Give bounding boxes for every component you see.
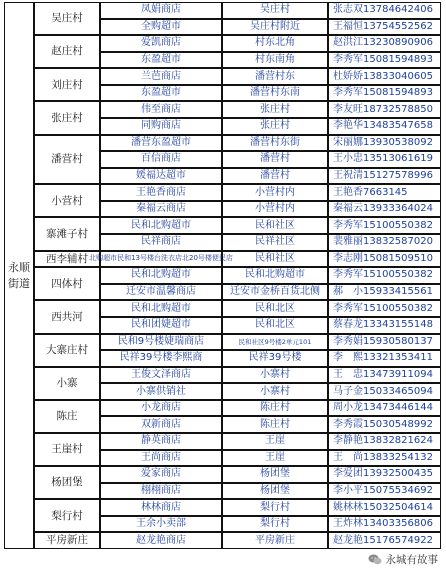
village-name: 寨滩子村	[34, 217, 100, 250]
shop-name: 北购超市民和13号楼台洗衣店北20号楼便民店	[100, 251, 222, 268]
region-cell	[4, 2, 34, 549]
shop-name: 民和北购超市	[100, 217, 222, 234]
shop-contact: 蔡春龙13343155148	[328, 317, 441, 334]
village-name: 吴庄村	[34, 2, 100, 35]
shop-name: 潘营东盈超市	[100, 135, 222, 152]
shop-name: 王俊文泽商店	[100, 367, 222, 384]
shop-name: 秦福云商店	[100, 201, 222, 218]
village-name: 小营村	[34, 184, 100, 217]
shop-contact: 马子金15033465094	[328, 383, 441, 400]
shop-name: 民和北购超市	[100, 267, 222, 284]
shop-contact: 李秀霞15030548992	[328, 416, 441, 433]
shop-location: 民和北区	[222, 300, 328, 317]
shop-contact: 王炸林13403356806	[328, 516, 441, 533]
shop-contact-table	[4, 2, 441, 549]
village-name: 西共河	[34, 300, 100, 333]
shop-location: 梨行村	[222, 499, 328, 516]
shop-name: 全购超市	[100, 19, 222, 36]
shop-name: 王余小卖部	[100, 516, 222, 533]
shop-name: 静英商店	[100, 433, 222, 450]
village-name: 小寨	[34, 367, 100, 400]
shop-contact: 郝 小15933415561	[328, 284, 441, 301]
shop-contact: 王福恒13754552562	[328, 19, 441, 36]
shop-contact: 李静艳13832821624	[328, 433, 441, 450]
shop-contact: 姚林林15032504614	[328, 499, 441, 516]
village-name: 潘营村	[34, 135, 100, 185]
shop-name: 赵龙艳商店	[100, 532, 222, 549]
footer	[0, 549, 446, 570]
village-name: 陈庄	[34, 400, 100, 433]
wechat-icon	[368, 554, 382, 565]
shop-name: 百信商店	[100, 151, 222, 168]
shop-contact: 李秀娟15930580137	[328, 334, 441, 351]
shop-contact: 李爱团13932500435	[328, 466, 441, 483]
village-name: 王崖村	[34, 433, 100, 466]
shop-name: 凤娟商店	[100, 2, 222, 19]
shop-name: 民和团婕超市	[100, 317, 222, 334]
shop-name: 民祥39号楼李熙商	[100, 350, 222, 367]
shop-name: 双新商店	[100, 416, 222, 433]
shop-name: 同购商店	[100, 118, 222, 135]
shop-contact: 王祝清15127578996	[328, 168, 441, 185]
shop-name: 爱凯商店	[100, 35, 222, 52]
shop-contact: 李秀军15100550382	[328, 300, 441, 317]
shop-name: 民和9号楼婕瑞商店	[100, 334, 222, 351]
village-name: 大寨庄村	[34, 334, 100, 367]
shop-location: 张庄村	[222, 101, 328, 118]
shop-contact: 杜娇娇13833040605	[328, 68, 441, 85]
shop-contact: 赵洪江13230890906	[328, 35, 441, 52]
village-name: 梨行村	[34, 499, 100, 532]
watermark-text: 永城有故事	[385, 554, 438, 566]
shop-location: 潘营村	[222, 168, 328, 185]
shop-location: 民祥社区	[222, 234, 328, 251]
shop-location: 王崖	[222, 450, 328, 467]
shop-contact: 李秀军15100550382	[328, 217, 441, 234]
shop-location: 村东北角	[222, 35, 328, 52]
shop-contact: 李友旺18732578850	[328, 101, 441, 118]
shop-name: 栩栩商店	[100, 483, 222, 500]
shop-location: 杨团堡	[222, 466, 328, 483]
shop-location: 小寨村	[222, 383, 328, 400]
shop-location: 小营村内	[222, 201, 328, 218]
region-label: 永顺街道	[8, 260, 30, 290]
shop-name: 王艳香商店	[100, 184, 222, 201]
shop-location: 民和社区	[222, 251, 328, 268]
shop-location: 陈庄村	[222, 400, 328, 417]
shop-location: 小寨村	[222, 367, 328, 384]
shop-name: 迁安市温馨商店	[100, 284, 222, 301]
shop-location: 潘营村	[222, 151, 328, 168]
shop-location: 吴庄村	[222, 2, 328, 19]
shop-name: 王尚商店	[100, 450, 222, 467]
shop-location: 民祥39号楼	[222, 350, 328, 367]
shop-location: 小营村内	[222, 184, 328, 201]
village-name: 赵庄村	[34, 35, 100, 68]
shop-location: 张庄村	[222, 118, 328, 135]
shop-name: 爱家商店	[100, 466, 222, 483]
shop-contact: 赵龙艳15176574922	[328, 532, 441, 549]
shop-contact: 张志双13784642406	[328, 2, 441, 19]
village-name: 刘庄村	[34, 68, 100, 101]
shop-location: 潘营村东南	[222, 85, 328, 102]
shop-location: 王崖	[222, 433, 328, 450]
village-name: 杨团堡	[34, 466, 100, 499]
shop-location: 杨团堡	[222, 483, 328, 500]
shop-contact: 李志刚15081509510	[328, 251, 441, 268]
shop-contact: 王艳香7663145	[328, 184, 441, 201]
shop-contact: 宋丽娜13930538092	[328, 135, 441, 152]
shop-contact: 李秀军15081594893	[328, 85, 441, 102]
watermark	[368, 552, 439, 567]
shop-location: 民和北购超市	[222, 267, 328, 284]
shop-location: 陈庄村	[222, 416, 328, 433]
village-name: 平房新庄	[34, 532, 100, 549]
shop-name: 东盈超市	[100, 85, 222, 102]
shop-name: 东盈超市	[100, 52, 222, 69]
shop-location: 潘营村东	[222, 68, 328, 85]
shop-contact: 王小忠13513061619	[328, 151, 441, 168]
village-name: 四体村	[34, 267, 100, 300]
shop-contact: 李小平15075534692	[328, 483, 441, 500]
shop-location: 平房新庄	[222, 532, 328, 549]
shop-location: 梨行村	[222, 516, 328, 533]
shop-contact: 周小龙13473446144	[328, 400, 441, 417]
shop-location: 吴庄村附近	[222, 19, 328, 36]
shop-name: 小寨供销社	[100, 383, 222, 400]
shop-location: 民和北区	[222, 317, 328, 334]
shop-contact: 秦福云13933364024	[328, 201, 441, 218]
shop-name: 伟至商店	[100, 101, 222, 118]
shop-name: 民和北购超市	[100, 300, 222, 317]
shop-location: 潘营村东街	[222, 135, 328, 152]
shop-contact: 裴雅丽13832587020	[328, 234, 441, 251]
shop-contact: 王 忠13473911094	[328, 367, 441, 384]
shop-location: 村东南角	[222, 52, 328, 69]
shop-contact: 王 尚13833254132	[328, 450, 441, 467]
shop-name: 媛福达超市	[100, 168, 222, 185]
shop-contact: 李 熙13321353411	[328, 350, 441, 367]
village-name: 西李辅村	[34, 251, 100, 268]
shop-name: 民祥商店	[100, 234, 222, 251]
shop-name: 小龙商店	[100, 400, 222, 417]
village-name: 张庄村	[34, 101, 100, 134]
shop-contact: 李秀军15081594893	[328, 52, 441, 69]
shop-contact: 李艳华13483547658	[328, 118, 441, 135]
shop-contact: 李秀军15100550382	[328, 267, 441, 284]
shop-location: 迁安市金桥百货北侧	[222, 284, 328, 301]
shop-name: 林林商店	[100, 499, 222, 516]
shop-location: 民和社区9号楼2单元101	[222, 334, 328, 351]
shop-location: 民和社区	[222, 217, 328, 234]
shop-name: 兰芭商店	[100, 68, 222, 85]
